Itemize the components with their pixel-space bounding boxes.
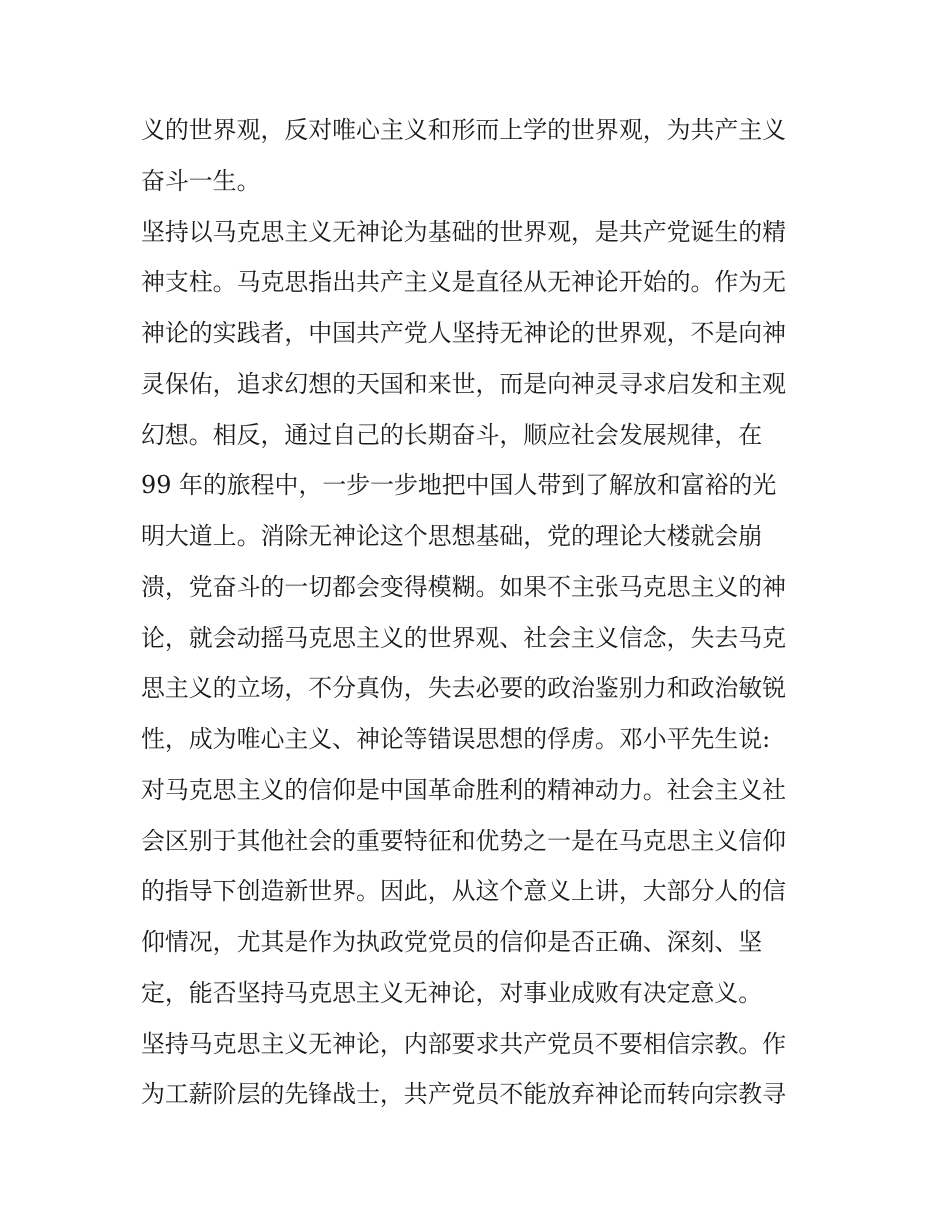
text-line: 神论的实践者，中国共产党人坚持无神论的世界观，不是向神: [141, 319, 787, 347]
text-line: 神支柱。马克思指出共产主义是直径从无神论开始的。作为无: [141, 268, 787, 297]
text-line: 明大道上。消除无神论这个思想基础，党的理论大楼就会崩: [141, 522, 763, 550]
text-line: 仰情况，尤其是作为执政党党员的信仰是否正确、深刻、坚: [141, 928, 763, 956]
text-line: 思主义的立场，不分真伪，失去必要的政治鉴别力和政治敏锐: [141, 674, 787, 703]
text-line: 会区别于其他社会的重要特征和优势之一是在马克思主义信仰: [141, 826, 787, 855]
text-line: 幻想。相反，通过自己的长期奋斗，顺应社会发展规律，在: [141, 420, 763, 449]
text-line: 溃，党奋斗的一切都会变得模糊。如果不主张马克思主义的神: [141, 572, 787, 601]
text-line: 定，能否坚持马克思主义无神论，对事业成败有决定意义。: [141, 978, 763, 1007]
text-line: 奋斗一生。: [141, 166, 261, 195]
text-line: 为工薪阶层的先锋战士，共产党员不能放弃神论而转向宗教寻: [141, 1080, 787, 1109]
document-body: [141, 112, 821, 1127]
text-line: 坚持以马克思主义无神论为基础的世界观，是共产党诞生的精: [141, 217, 787, 246]
text-line: 论，就会动摇马克思主义的世界观、社会主义信念，失去马克: [141, 623, 787, 652]
text-line: 性，成为唯心主义、神论等错误思想的俘虏。邓小平先生说:: [141, 725, 771, 753]
text-line: 义的世界观，反对唯心主义和形而上学的世界观，为共产主义: [141, 116, 787, 144]
text-line: 的指导下创造新世界。因此，从这个意义上讲，大部分人的信: [141, 877, 787, 906]
text-line: 99 年的旅程中，一步一步地把中国人带到了解放和富裕的光: [141, 471, 777, 500]
text-line: 灵保佑，追求幻想的天国和来世，而是向神灵寻求启发和主观: [141, 369, 787, 398]
text-line: 坚持马克思主义无神论，内部要求共产党员不要相信宗教。作: [141, 1029, 787, 1058]
text-line: 对马克思主义的信仰是中国革命胜利的精神动力。社会主义社: [141, 775, 787, 804]
